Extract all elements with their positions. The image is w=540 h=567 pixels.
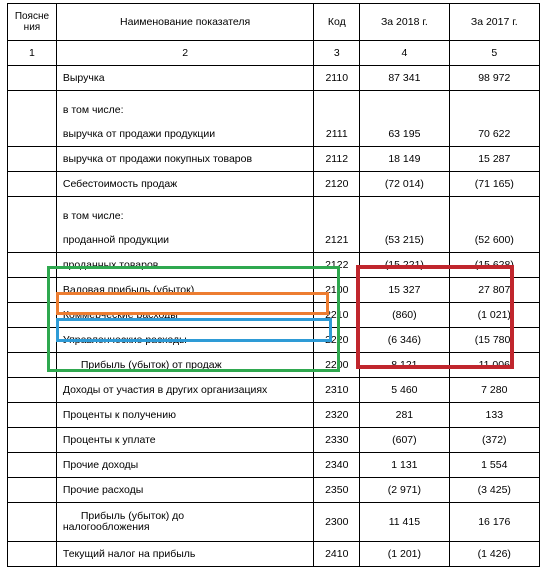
table-row [8, 542, 540, 567]
row-value-2018: (1 201) [360, 542, 449, 567]
row-lead: в том числе: [62, 104, 124, 116]
row-value-2018: (6 346) [360, 328, 449, 353]
row-name: выручка от продажи покупных товаров [56, 147, 314, 172]
row-note [8, 328, 57, 353]
header-code: Код [314, 4, 360, 41]
row-name: Проценты к уплате [56, 428, 314, 453]
row-value-2018: 281 [360, 403, 449, 428]
header-note-line1: Поясне [14, 11, 50, 22]
row-note [8, 378, 57, 403]
row-value-2018: 1 131 [360, 453, 449, 478]
row-value-2018: 8 121 [360, 353, 449, 378]
row-value-2017: (15 780) [449, 328, 539, 353]
row-name: Себестоимость продаж [56, 172, 314, 197]
row-code: 2200 [314, 353, 360, 378]
row-code: 2350 [314, 478, 360, 503]
row-name: Текущий налог на прибыль [56, 542, 314, 567]
row-code: 2122 [314, 253, 360, 278]
row-note [8, 91, 57, 147]
row-name: Прочие доходы [56, 453, 314, 478]
row-name [56, 197, 314, 253]
col-number-5: 5 [449, 41, 539, 66]
row-value-2018: (53 215) [360, 197, 449, 253]
table-row [8, 453, 540, 478]
row-value-2017: 1 554 [449, 453, 539, 478]
table-row [8, 172, 540, 197]
table-row [8, 147, 540, 172]
row-note [8, 197, 57, 253]
row-value-2017: (372) [449, 428, 539, 453]
table-row [8, 303, 540, 328]
row-value-2018: 11 415 [360, 503, 449, 542]
table-row [8, 403, 540, 428]
header-name: Наименование показателя [56, 4, 314, 41]
row-code: 2310 [314, 378, 360, 403]
row-value-2017: 16 176 [449, 503, 539, 542]
row-name: Коммерческие расходы [56, 303, 314, 328]
table-row [8, 278, 540, 303]
row-note [8, 172, 57, 197]
row-code: 2110 [314, 66, 360, 91]
row-note [8, 542, 57, 567]
header-note-line2: ния [23, 22, 41, 33]
col-number-4: 4 [360, 41, 449, 66]
row-code: 2410 [314, 542, 360, 567]
row-name-text: выручка от продажи продукции [62, 128, 216, 140]
row-value-2018: (15 221) [360, 253, 449, 278]
header-2017: За 2017 г. [449, 4, 539, 41]
row-note [8, 503, 57, 542]
row-lead: в том числе: [62, 210, 124, 222]
row-code: 2112 [314, 147, 360, 172]
col-number-3: 3 [314, 41, 360, 66]
row-name: Выручка [56, 66, 314, 91]
row-value-2018: (2 971) [360, 478, 449, 503]
row-value-2017: 133 [449, 403, 539, 428]
row-name: Управленческие расходы [56, 328, 314, 353]
table-row [8, 253, 540, 278]
row-code: 2220 [314, 328, 360, 353]
row-note [8, 303, 57, 328]
row-name-line1: Прибыль (убыток) до [80, 510, 185, 522]
row-note [8, 453, 57, 478]
row-value-2018: 87 341 [360, 66, 449, 91]
row-value-2018: 15 327 [360, 278, 449, 303]
row-note [8, 478, 57, 503]
row-note [8, 66, 57, 91]
row-note [8, 278, 57, 303]
row-name: Проценты к получению [56, 403, 314, 428]
row-value-2017: (3 425) [449, 478, 539, 503]
row-name-text: проданной продукции [62, 234, 170, 246]
table-row [8, 378, 540, 403]
row-code: 2121 [314, 197, 360, 253]
row-value-2017: (1 426) [449, 542, 539, 567]
row-code: 2111 [314, 91, 360, 147]
row-value-2018: 63 195 [360, 91, 449, 147]
row-value-2017: (52 600) [449, 197, 539, 253]
row-name: Доходы от участия в других организациях [56, 378, 314, 403]
row-code: 2210 [314, 303, 360, 328]
row-name-line2: налогообложения [62, 521, 150, 533]
row-code: 2330 [314, 428, 360, 453]
col-number-2: 2 [56, 41, 314, 66]
row-code: 2120 [314, 172, 360, 197]
row-value-2017: (71 165) [449, 172, 539, 197]
row-value-2017: 27 807 [449, 278, 539, 303]
table-row [8, 328, 540, 353]
table-row [8, 478, 540, 503]
header-note [8, 4, 57, 41]
table-row [8, 428, 540, 453]
row-note [8, 403, 57, 428]
table-row [8, 197, 540, 253]
table-row [8, 503, 540, 542]
income-statement-table [7, 3, 540, 567]
row-note [8, 428, 57, 453]
row-value-2017: (15 628) [449, 253, 539, 278]
column-number-row [8, 41, 540, 66]
table-header-row [8, 4, 540, 41]
row-name: Прибыль (убыток) от продаж [56, 353, 314, 378]
col-number-1: 1 [8, 41, 57, 66]
row-name [56, 503, 314, 542]
row-name: проданных товаров [56, 253, 314, 278]
row-value-2018: (607) [360, 428, 449, 453]
row-note [8, 253, 57, 278]
row-code: 2320 [314, 403, 360, 428]
row-value-2017: 98 972 [449, 66, 539, 91]
row-name [56, 91, 314, 147]
header-2018: За 2018 г. [360, 4, 449, 41]
row-value-2018: 18 149 [360, 147, 449, 172]
row-value-2017: 15 287 [449, 147, 539, 172]
row-name: Валовая прибыль (убыток) [56, 278, 314, 303]
row-code: 2340 [314, 453, 360, 478]
row-value-2017: 7 280 [449, 378, 539, 403]
table-row [8, 66, 540, 91]
table-row [8, 91, 540, 147]
row-value-2017: (1 021) [449, 303, 539, 328]
row-note [8, 147, 57, 172]
table-row [8, 353, 540, 378]
row-value-2017: 70 622 [449, 91, 539, 147]
row-value-2018: 5 460 [360, 378, 449, 403]
row-value-2018: (860) [360, 303, 449, 328]
row-value-2017: 11 006 [449, 353, 539, 378]
row-note [8, 353, 57, 378]
row-name: Прочие расходы [56, 478, 314, 503]
row-code: 2300 [314, 503, 360, 542]
row-code: 2100 [314, 278, 360, 303]
row-value-2018: (72 014) [360, 172, 449, 197]
